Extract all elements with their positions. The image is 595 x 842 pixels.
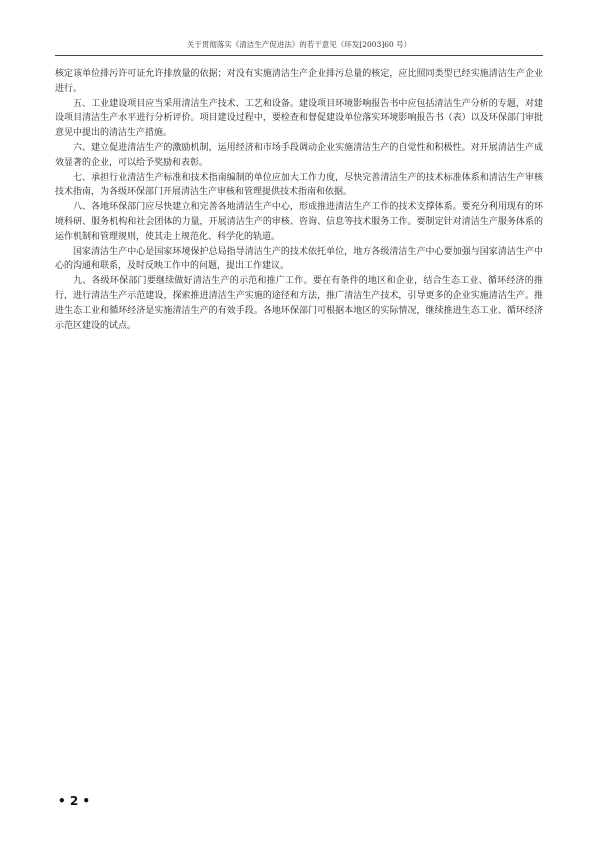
body-text xyxy=(55,67,543,333)
running-header: 关于贯彻落实《清洁生产促进法》的若干意见（环发[2003]60 号） xyxy=(186,40,412,49)
paragraph-item-6: 六、建立促进清洁生产的激励机制，运用经济和市场手段调动企业实施清洁生产的自觉性和积极性。对开展清洁生产成效显著的企业，可以给予奖励和表彰。 xyxy=(55,142,543,168)
paragraph-item-7: 七、承担行业清洁生产标准和技术指南编制的单位应加大工作力度，尽快完善清洁生产的技术标准体系和清洁生产审核技术指南，为各级环保部门开展清洁生产审核和管理提供技术指南和依据。 xyxy=(55,172,543,198)
paragraph-national-center: 国家清洁生产中心是国家环境保护总局指导清洁生产的技术依托单位，地方各级清洁生产中心要加强与国家清洁生产中心的沟通和联系，及时反映工作中的问题，提出工作建议。 xyxy=(55,246,543,272)
paragraph-continuation: 核定该单位排污许可证允许排放量的依据；对没有实施清洁生产企业排污总量的核定，应比照同类型已经实施清洁生产企业进行。 xyxy=(55,69,543,94)
page-number: • 2 • xyxy=(58,794,91,808)
paragraph-item-9: 九、各级环保部门要继续做好清洁生产的示范和推广工作。要在有条件的地区和企业，结合生态工业、循环经济的推行，进行清洁生产示范建设，探索推进清洁生产实施的途径和方法，推广清洁生产技术，引导更多的企业实施清洁生产。推进生态工业和循环经济是实施清洁生产的有效手段。各地环保部门可根据本地区的实际情况，继续推进生态工业、循环经济示范区建设的试点。 xyxy=(55,276,543,331)
header-rule xyxy=(55,55,543,56)
paragraph-item-8: 八、各地环保部门应尽快建立和完善各地清洁生产中心，形成推进清洁生产工作的技术支撑体系。要充分利用现有的环境科研、服务机构和社会团体的力量，开展清洁生产的审核、咨询、信息等技术服务工作。要制定针对清洁生产服务体系的运作机制和管理规则，使其走上规范化、科学化的轨道。 xyxy=(55,202,543,242)
paragraph-item-5: 五、工业建设项目应当采用清洁生产技术、工艺和设备。建设项目环境影响报告书中应包括清洁生产分析的专题，对建设项目清洁生产水平进行分析评价。项目建设过程中，要检查和督促建设单位落实环境影响报告书（表）以及环保部门审批意见中提出的清洁生产措施。 xyxy=(55,98,543,139)
